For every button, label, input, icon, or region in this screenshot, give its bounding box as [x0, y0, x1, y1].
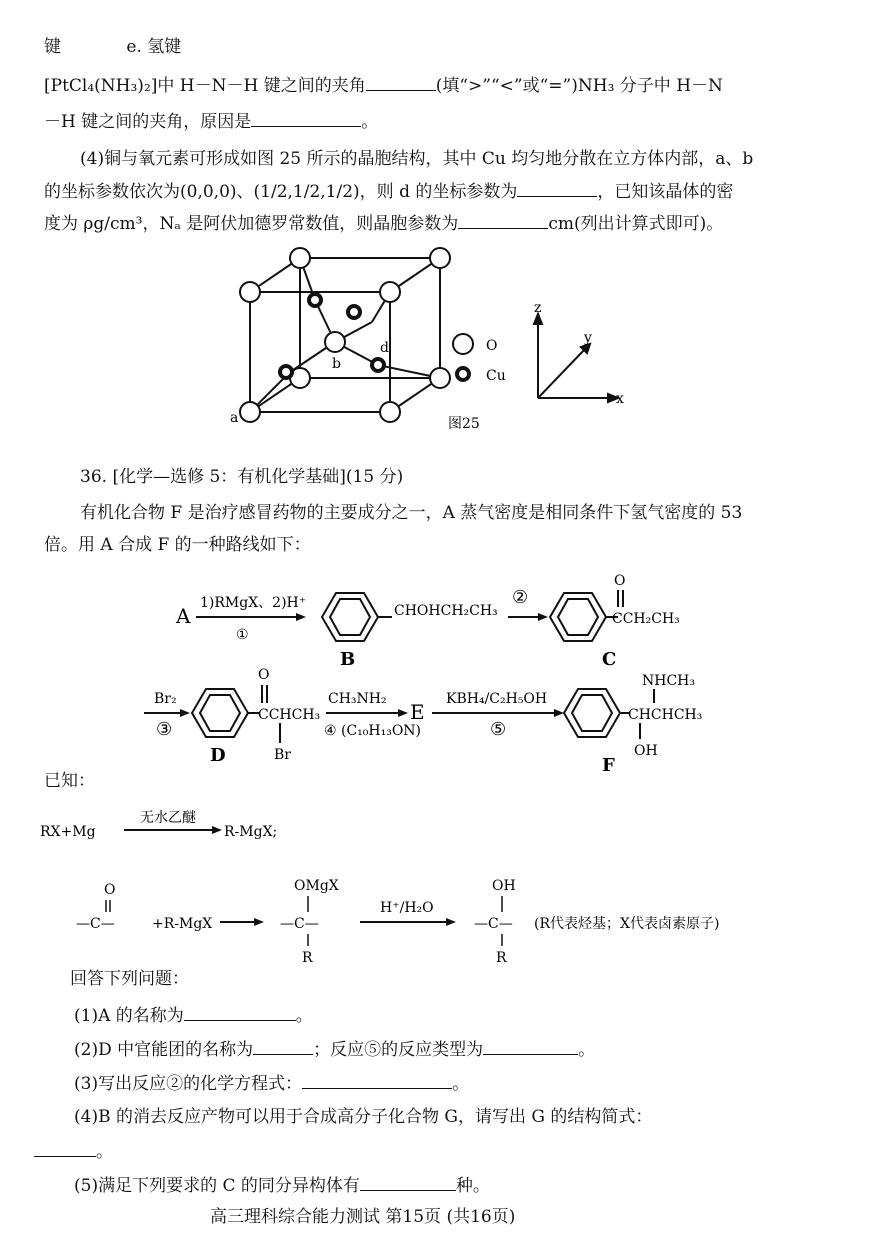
oxygen-atom — [240, 282, 260, 302]
legend-copper-icon — [457, 368, 469, 380]
reaction-note: (R代表烃基；X代表卤素原子) — [534, 916, 720, 932]
questions-head — [70, 968, 189, 990]
oxygen-atom — [240, 402, 260, 422]
text-line — [80, 502, 742, 524]
compound-e: E — [410, 700, 425, 724]
hydroxyl-group: OH — [492, 878, 516, 894]
question-4-answer — [34, 1140, 113, 1163]
hydrolysis-condition: H⁺/H₂O — [380, 900, 434, 916]
crystal-figure — [220, 240, 640, 440]
carbonyl-o: O — [258, 667, 270, 683]
step1-condition: 1)RMgX、2)H⁺ — [200, 595, 307, 611]
step3-number: ③ — [156, 719, 173, 740]
alcohol-carbon: —C— — [474, 916, 513, 932]
line-text: 倍。用 A 合成 F 的一种路线如下： — [44, 535, 311, 555]
hydroxyl-group: OH — [634, 743, 658, 759]
line-text: (1)A 的名称为 — [74, 1006, 184, 1026]
line-text: 。 — [452, 1074, 470, 1094]
answer-blank[interactable] — [458, 212, 548, 229]
line-text: 的坐标参数依次为(0,0,0)、(1/2,1/2,1/2)，则 d 的坐标参数为 — [44, 182, 518, 202]
line-text: (4)B 的消去反应产物可以用于合成高分子化合物 G，请写出 G 的结构简式： — [74, 1107, 653, 1127]
r-group: R — [496, 950, 507, 966]
known-reactions — [40, 800, 840, 980]
text-line — [80, 148, 753, 170]
carbonyl-o: O — [104, 882, 116, 898]
line-text: ，已知该晶体的密 — [597, 182, 734, 202]
compound-a: A — [176, 604, 191, 628]
text-line — [44, 110, 378, 133]
answer-blank[interactable] — [517, 180, 597, 197]
axis-y-label: y — [584, 330, 592, 346]
compound-f-formula: CHCHCH₃ — [628, 707, 703, 723]
line-text: 度为 ρg/cm³，Nₐ 是阿伏加德罗常数值，则晶胞参数为 — [44, 214, 459, 234]
line-text: 有机化合物 F 是治疗感冒药物的主要成分之一，A 蒸气密度是相同条件下氢气密度的 53 — [80, 503, 743, 523]
line-text: 种。 — [455, 1176, 490, 1196]
line-text: 。 — [295, 1006, 313, 1026]
step2-number: ② — [512, 587, 529, 608]
line-text: 36. [化学—选修 5：有机化学基础](15 分) — [80, 467, 404, 487]
axis-z-label: z — [534, 300, 542, 316]
step4-number: ④ (C₁₀H₁₃ON) — [324, 723, 422, 739]
text-line — [44, 36, 181, 58]
compound-d-formula: CCHCH₃ — [258, 707, 321, 723]
known-label — [44, 770, 95, 792]
step5-number: ⑤ — [490, 719, 507, 740]
answer-blank[interactable] — [302, 1072, 452, 1089]
answer-blank[interactable] — [483, 1038, 578, 1055]
line-text: (5)满足下列要求的 C 的同分异构体有 — [74, 1176, 360, 1196]
grignard-reagent: +R-MgX — [152, 916, 213, 932]
copper-atom — [348, 306, 360, 318]
copper-atom — [372, 359, 384, 371]
copper-atom — [280, 366, 292, 378]
carbonyl-o: O — [614, 573, 626, 589]
compound-d: D — [210, 745, 226, 766]
compound-b-formula: CHOHCH₂CH₃ — [394, 603, 498, 619]
question-5 — [74, 1174, 490, 1197]
oxygen-atom — [430, 248, 450, 268]
line-text: 。 — [96, 1142, 113, 1162]
answer-blank[interactable] — [360, 1174, 456, 1191]
step1-number: ① — [236, 627, 249, 643]
page-footer — [210, 1206, 515, 1228]
line-text: 已知： — [44, 771, 95, 791]
label-d: d — [380, 340, 389, 356]
reaction1-right: R-MgX; — [224, 824, 278, 840]
step3-condition: Br₂ — [154, 691, 177, 707]
bromine-label: Br — [274, 747, 291, 763]
line-text: 。 — [578, 1040, 596, 1060]
synthesis-scheme — [130, 565, 750, 780]
answer-blank[interactable] — [366, 74, 436, 91]
question-4 — [74, 1106, 652, 1128]
text-line — [44, 212, 723, 235]
question-2 — [74, 1038, 595, 1061]
question-1 — [74, 1004, 313, 1027]
line-text: －H 键之间的夹角，原因是 — [44, 112, 252, 132]
text-line — [44, 180, 733, 203]
answer-blank[interactable] — [34, 1140, 96, 1157]
line-text: (填“>”“<”或“=”)NH₃ 分子中 H－N — [435, 76, 723, 96]
footer-text: 高三理科综合能力测试 第15页 (共16页) — [210, 1207, 516, 1227]
figure-caption: 图25 — [448, 416, 480, 432]
oxygen-atom — [430, 368, 450, 388]
line-text: (2)D 中官能团的名称为 — [74, 1040, 254, 1060]
compound-b: B — [340, 649, 356, 670]
legend-oxygen-icon — [453, 334, 473, 354]
text-line — [44, 534, 311, 556]
line-text: 键 — [44, 37, 61, 57]
line-text: 回答下列问题： — [70, 969, 189, 989]
oxygen-atom — [380, 402, 400, 422]
legend-o-label: O — [486, 338, 498, 354]
compound-c-formula: CCH₂CH₃ — [612, 611, 680, 627]
label-b: b — [332, 356, 341, 372]
reaction1-condition: 无水乙醚 — [140, 810, 196, 826]
oxygen-atom — [290, 248, 310, 268]
copper-atom — [309, 294, 321, 306]
axis-x-label: x — [616, 391, 624, 407]
line-text: 。 — [361, 112, 379, 132]
reaction1-left: RX+Mg — [40, 824, 96, 840]
answer-blank[interactable] — [251, 110, 361, 127]
r-group: R — [302, 950, 313, 966]
label-a: a — [230, 410, 239, 426]
amine-group: NHCH₃ — [642, 673, 695, 689]
question-title — [80, 466, 403, 488]
answer-blank[interactable] — [184, 1004, 296, 1021]
oxygen-atom — [325, 332, 345, 352]
line-text: cm(列出计算式即可)。 — [548, 214, 724, 234]
oxygen-atom — [380, 282, 400, 302]
step4-condition: CH₃NH₂ — [328, 691, 387, 707]
carbonyl-carbon: —C— — [76, 916, 115, 932]
line-text: (3)写出反应②的化学方程式： — [74, 1074, 303, 1094]
compound-c: C — [602, 649, 617, 670]
line-text: (4)铜与氧元素可形成如图 25 所示的晶胞结构，其中 Cu 均匀地分散在立方体内部，a、b — [80, 149, 754, 169]
intermediate-carbon: —C— — [280, 916, 319, 932]
compound-f: F — [602, 755, 615, 776]
line-text: [PtCl₄(NH₃)₂]中 H－N－H 键之间的夹角 — [44, 76, 366, 96]
text-line — [44, 74, 723, 97]
alkoxide-group: OMgX — [294, 878, 339, 894]
legend-cu-label: Cu — [486, 368, 506, 384]
question-3 — [74, 1072, 469, 1095]
step5-condition: KBH₄/C₂H₅OH — [446, 691, 548, 707]
answer-blank[interactable] — [253, 1038, 313, 1055]
line-text: ；反应⑤的反应类型为 — [313, 1040, 484, 1060]
line-text: e. 氢键 — [126, 37, 182, 57]
